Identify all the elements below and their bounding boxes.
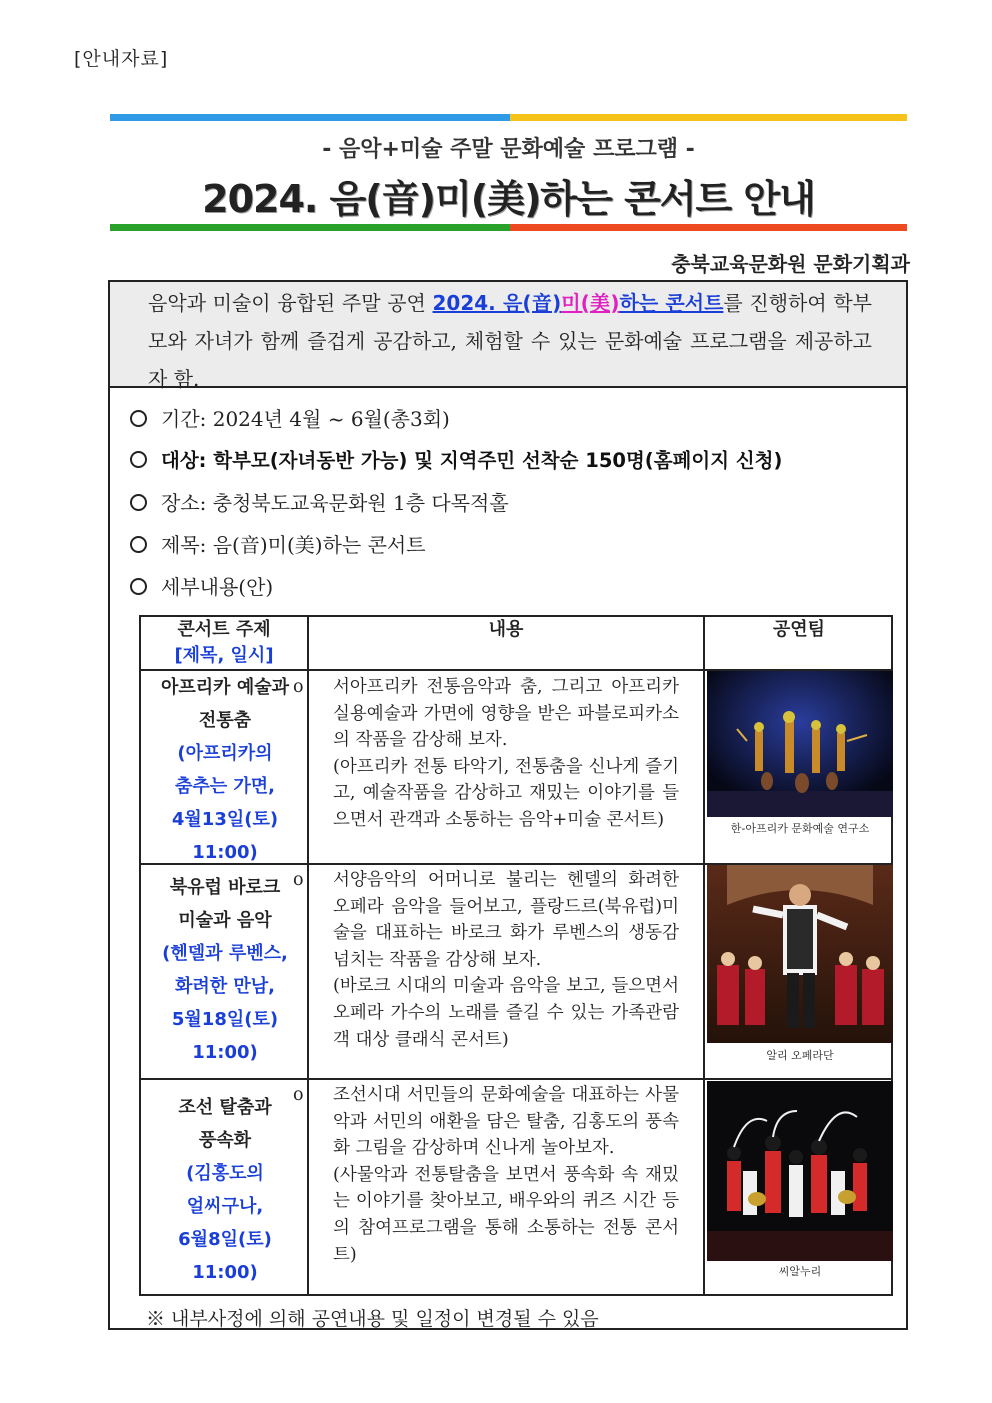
header-bar-yellow (510, 114, 907, 121)
theme-sub-line: (헨델과 루벤스, (162, 943, 288, 964)
theme-sub-line: 6월8일(토) (178, 1229, 272, 1250)
header-team: 공연팀 (772, 619, 826, 640)
intro-text-before: 음악과 미술이 융합된 주말 공연 (148, 291, 433, 315)
item-target-text: 대상: 학부모(자녀동반 가능) 및 지역주민 선착순 150명(홈페이지 신청) (161, 449, 783, 472)
content-main (293, 674, 679, 754)
header-theme (141, 617, 307, 669)
theme-line: 조선 탈춤과 (178, 1097, 272, 1118)
theme-sub-line: 11:00) (192, 842, 258, 863)
theme-sub-line: 얼씨구나, (186, 1196, 264, 1217)
row-content (293, 674, 679, 834)
intro-box (110, 282, 906, 391)
content-sub: (바로크 시대의 미술과 음악을 보고, 들으면서 오페라 가수의 노래를 즐길 수 있는 가족관람객 대상 클래식 콘서트) (333, 976, 679, 1050)
row-content (293, 867, 679, 1053)
item-venue (130, 487, 509, 516)
bullet-icon: o (293, 1085, 304, 1105)
header-theme-label: 콘서트 주제 (177, 619, 271, 640)
theme-line: 미술과 음악 (178, 910, 272, 931)
concert-table (139, 615, 893, 1296)
team-caption: 씨알누리 (778, 1265, 822, 1278)
item-period (130, 403, 450, 432)
item-title-text: 제목: 음(音)미(美)하는 콘서트 (161, 533, 426, 557)
header-bar-green (110, 224, 510, 231)
content-main (293, 1082, 679, 1162)
document-tag: [안내자료] (74, 48, 169, 70)
team-caption: 알리 오페라단 (766, 1049, 834, 1062)
content-main-text: 서아프리카 전통음악과 춤, 그리고 아프리카 실용예술과 가면에 영향을 받은 파블로피카소의 작품을 감상해 보자. (333, 677, 679, 751)
intro-text-after: 를 진행하여 학부모와 자녀가 함께 즐겁게 공감하고, 체험할 수 있는 문화예술 프로그램을 제공하고자 함. (148, 291, 872, 391)
team-caption: 한-아프리카 문화예술 연구소 (730, 822, 870, 835)
theme-sub-line: (김홍도의 (186, 1163, 264, 1184)
item-venue-text: 장소: 충청북도교육문화원 1층 다목적홀 (161, 491, 509, 515)
item-period-text: 기간: 2024년 4월 ~ 6월(총3회) (161, 407, 450, 431)
team-photo-mask-dance (707, 1081, 893, 1261)
circle-bullet-icon (130, 451, 147, 468)
theme-line: 북유럽 바로크 (169, 877, 281, 898)
header-bar-red (510, 224, 907, 231)
content-main-text: 서양음악의 어머니로 불리는 헨델의 화려한 오페라 음악을 들어보고, 플랑드르(북유럽)미술을 대표하는 바로크 화가 루벤스의 생동감 넘치는 작품을 감상해 보자. (333, 870, 679, 970)
theme-sub-line: (아프리카의 (177, 743, 273, 764)
row-theme (141, 1091, 309, 1289)
footnote: ※ 내부사정에 의해 공연내용 및 일정이 변경될 수 있음 (146, 1308, 599, 1330)
theme-line: 아프리카 예술과 (161, 677, 289, 698)
header-bar-blue (110, 114, 510, 121)
circle-bullet-icon (130, 578, 147, 595)
page-title: 2024. 음(音)미(美)하는 콘서트 안내 (202, 177, 815, 221)
content-main-text: 조선시대 서민들의 문화예술을 대표하는 사물악과 서민의 애환을 담은 탈춤, 김홍도의 풍속화 그림을 감상하며 신나게 놀아보자. (333, 1085, 679, 1159)
content-sub: (아프리카 전통 타악기, 전통춤을 신나게 즐기고, 예술작품을 감상하고 재밌는 이야기를 들으면서 관객과 소통하는 음악+미술 콘서트) (333, 756, 679, 830)
content-main (293, 867, 679, 973)
theme-sub-line: 4월13일(토) (171, 809, 279, 830)
circle-bullet-icon (130, 410, 147, 427)
row-theme (141, 671, 309, 869)
circle-bullet-icon (130, 536, 147, 553)
circle-bullet-icon (130, 494, 147, 511)
item-details (130, 571, 273, 600)
intro-highlight-year: 2024. 음(音) (432, 291, 562, 315)
team-photo-opera (707, 865, 893, 1043)
table-divider (703, 617, 705, 1294)
header-content: 내용 (488, 619, 524, 640)
row-theme (141, 871, 309, 1069)
row-content (293, 1082, 679, 1268)
bullet-icon: o (293, 677, 304, 697)
intro-highlight-rest: 하는 콘서트 (619, 291, 724, 315)
team-photo-african-dance (707, 671, 893, 817)
bullet-icon: o (293, 870, 304, 890)
theme-line: 풍속화 (198, 1130, 252, 1151)
department-name: 충북교육문화원 문화기획과 (671, 252, 910, 276)
theme-sub-line: 11:00) (192, 1262, 258, 1283)
item-details-text: 세부내용(안) (161, 575, 274, 599)
table-divider (141, 1078, 891, 1080)
theme-line: 전통춤 (198, 710, 252, 731)
intro-highlight-mi: 미(美) (561, 291, 620, 315)
theme-sub-line: 화려한 만남, (174, 976, 276, 997)
program-subtitle: - 음악+미술 주말 문화예술 프로그램 - (322, 137, 695, 162)
item-title (130, 529, 426, 558)
header-theme-sub: [제목, 일시] (174, 645, 274, 666)
theme-sub-line: 춤추는 가면, (174, 776, 276, 797)
content-sub: (사물악과 전통탈춤을 보면서 풍속화 속 재밌는 이야기를 찾아보고, 배우와의 퀴즈 시간 등의 참여프로그램을 통해 소통하는 전통 콘서트) (333, 1164, 679, 1265)
theme-sub-line: 11:00) (192, 1042, 258, 1063)
theme-sub-line: 5월18일(토) (171, 1009, 279, 1030)
item-target (130, 445, 782, 473)
